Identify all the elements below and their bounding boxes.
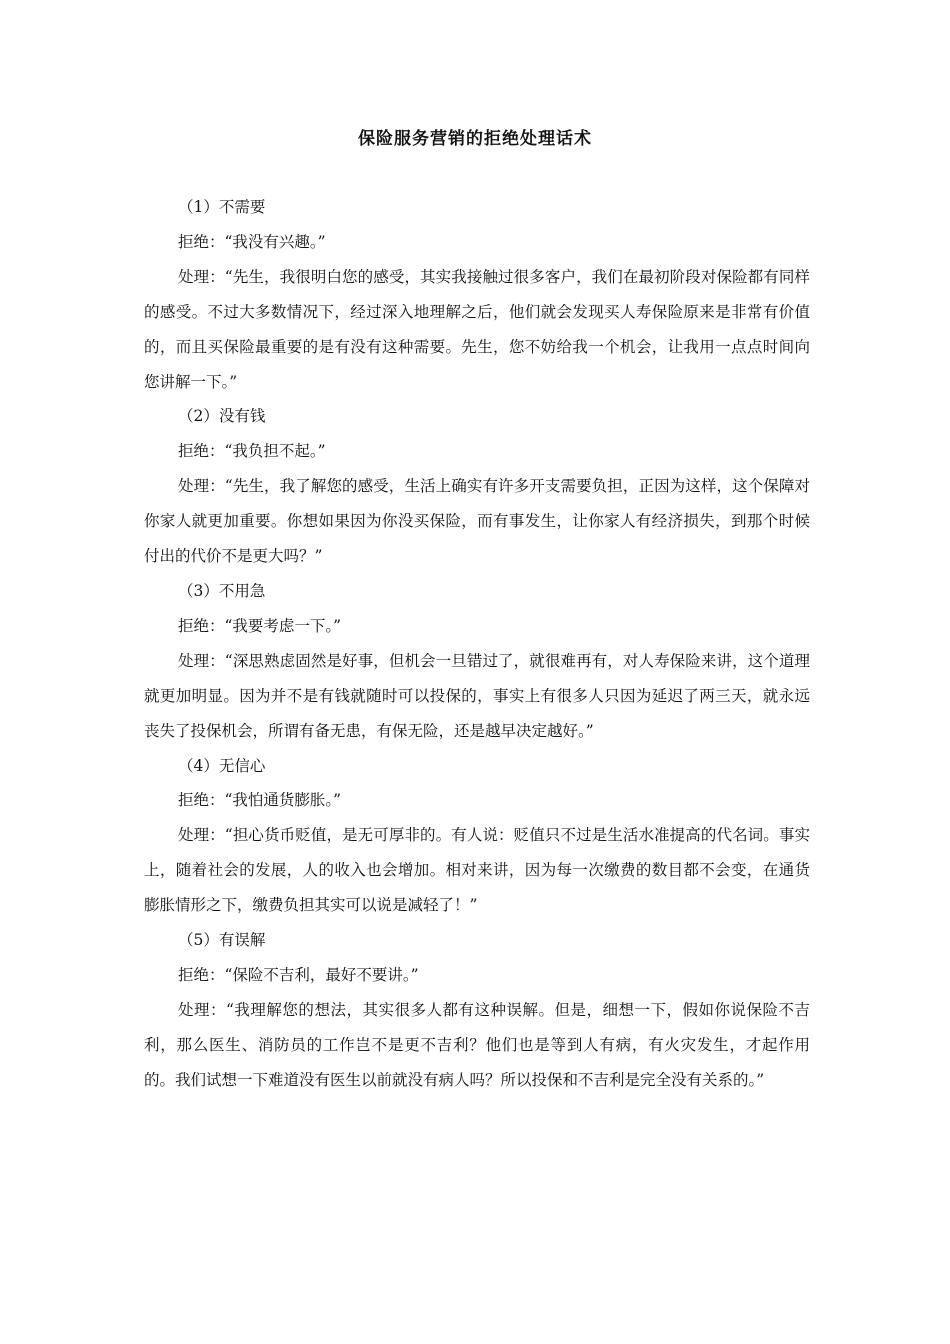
section-no-confidence — [144, 749, 810, 924]
handling-text: 处理：“先生，我了解您的感受，生活上确实有许多开支需要负担，正因为这样，这个保障对你家人就更加重要。你想如果因为你没买保险，而有事发生，让你家人有经济损失，到那个时候付出的代价不是更大吗？” — [144, 477, 810, 566]
handling-text: 处理：“深思熟虑固然是好事，但机会一旦错过了，就很难再有，对人寿保险来讲，这个道理就更加明显。因为并不是有钱就随时可以投保的，事实上有很多人只因为延迟了两三天，就永远丧失了投保机会，所谓有备无患，有保无险，还是越早决定越好。” — [144, 651, 810, 740]
section-no-need — [144, 190, 810, 399]
section-heading: （1）不需要 — [178, 198, 266, 216]
section-heading: （3）不用急 — [178, 581, 266, 600]
section-heading: （4）无信心 — [178, 756, 266, 775]
refusal-text: 拒绝：“保险不吉利，最好不要讲。” — [178, 965, 419, 984]
section-heading: （2）没有钱 — [178, 407, 266, 426]
handling-text: 处理：“先生，我很明白您的感受，其实我接触过很多客户，我们在最初阶段对保险都有同样的感受。不过大多数情况下，经过深入地理解之后，他们就会发现买人寿保险原来是非常有价值的，而且买保险最重要的是有没有这种需要。先生，您不妨给我一个机会，让我用一点点时间向您讲解一下。” — [144, 267, 810, 391]
section-no-money — [144, 399, 810, 574]
document-title: 保险服务营销的拒绝处理话术 — [358, 129, 592, 149]
section-heading: （5）有误解 — [178, 931, 266, 950]
refusal-text: 拒绝：“我负担不起。” — [178, 442, 326, 461]
refusal-text: 拒绝：“我怕通货膨胀。” — [178, 791, 342, 810]
section-no-hurry — [144, 574, 810, 749]
refusal-text: 拒绝：“我要考虑一下。” — [178, 616, 342, 635]
document-body — [144, 190, 810, 1098]
section-misunderstanding — [144, 923, 810, 1098]
handling-text: 处理：“我理解您的想法，其实很多人都有这种误解。但是，细想一下，假如你说保险不吉利，那么医生、消防员的工作岂不是更不吉利？他们也是等到人有病，有火灾发生，才起作用的。我们试想一下难道没有医生以前就没有病人吗？所以投保和不吉利是完全没有关系的。” — [144, 1000, 810, 1089]
handling-text: 处理：“担心货币贬值，是无可厚非的。有人说：贬值只不过是生活水准提高的代名词。事实上，随着社会的发展，人的收入也会增加。相对来讲，因为每一次缴费的数目都不会变，在通货膨胀情形之下，缴费负担其实可以说是减轻了！” — [144, 826, 810, 915]
refusal-text: 拒绝：“我没有兴趣。” — [178, 232, 326, 251]
